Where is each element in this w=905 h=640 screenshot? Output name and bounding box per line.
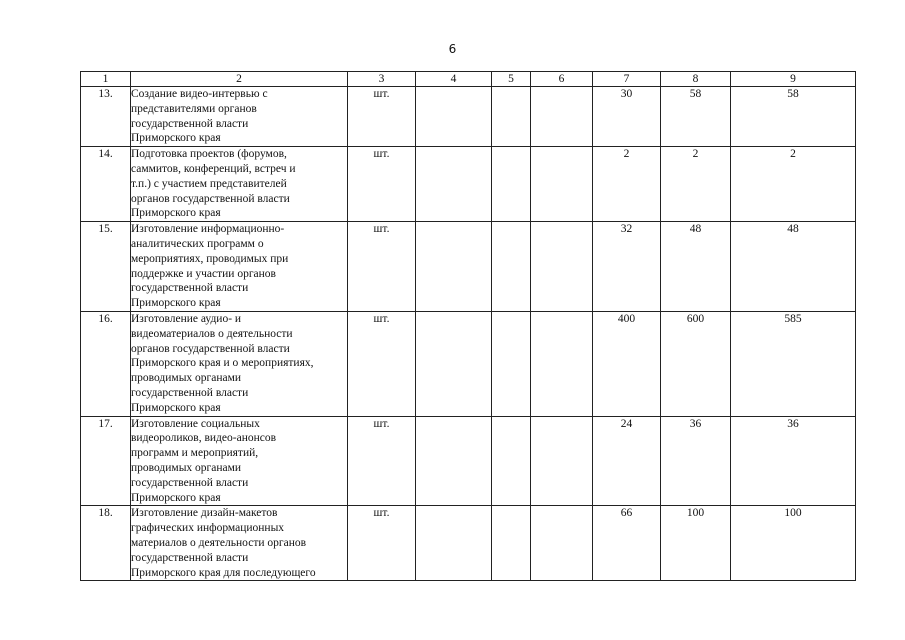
header-cell-1: 1 bbox=[81, 72, 131, 87]
row-col8: 48 bbox=[661, 222, 731, 312]
row-col5 bbox=[492, 506, 531, 581]
row-col6 bbox=[531, 311, 593, 416]
header-cell-8: 8 bbox=[661, 72, 731, 87]
row-col7: 2 bbox=[593, 147, 661, 222]
row-description: Подготовка проектов (форумов, саммитов, конференций, встреч и т.п.) с участием представителей органов государственной власти Приморского края bbox=[131, 147, 348, 222]
row-unit: шт. bbox=[348, 147, 416, 222]
table-row bbox=[81, 416, 856, 506]
table-header-row bbox=[81, 72, 856, 87]
row-unit: шт. bbox=[348, 311, 416, 416]
row-col9: 36 bbox=[731, 416, 856, 506]
table-row bbox=[81, 222, 856, 312]
row-description: Изготовление социальных видеороликов, видео-анонсов программ и мероприятий, проводимых органами государственной власти Приморского края bbox=[131, 416, 348, 506]
row-col5 bbox=[492, 222, 531, 312]
row-col5 bbox=[492, 416, 531, 506]
row-col9: 585 bbox=[731, 311, 856, 416]
row-number: 17. bbox=[81, 416, 131, 506]
row-col6 bbox=[531, 506, 593, 581]
row-col4 bbox=[416, 416, 492, 506]
row-col6 bbox=[531, 87, 593, 147]
row-col8: 2 bbox=[661, 147, 731, 222]
row-col8: 36 bbox=[661, 416, 731, 506]
row-col5 bbox=[492, 311, 531, 416]
row-description: Изготовление информационно- аналитических программ о мероприятиях, проводимых при поддержке и участии органов государственной власти Приморского края bbox=[131, 222, 348, 312]
header-cell-6: 6 bbox=[531, 72, 593, 87]
row-col8: 600 bbox=[661, 311, 731, 416]
row-col4 bbox=[416, 147, 492, 222]
row-number: 16. bbox=[81, 311, 131, 416]
header-cell-2: 2 bbox=[131, 72, 348, 87]
row-col4 bbox=[416, 311, 492, 416]
row-col5 bbox=[492, 147, 531, 222]
row-col4 bbox=[416, 222, 492, 312]
header-cell-5: 5 bbox=[492, 72, 531, 87]
table-row bbox=[81, 87, 856, 147]
row-col9: 48 bbox=[731, 222, 856, 312]
row-col9: 2 bbox=[731, 147, 856, 222]
row-col7: 24 bbox=[593, 416, 661, 506]
row-col4 bbox=[416, 87, 492, 147]
row-col9: 100 bbox=[731, 506, 856, 581]
row-col7: 30 bbox=[593, 87, 661, 147]
row-description: Создание видео-интервью с представителями органов государственной власти Приморского края bbox=[131, 87, 348, 147]
row-description: Изготовление дизайн-макетов графических информационных материалов о деятельности органов государственной власти Приморского края для последующего bbox=[131, 506, 348, 581]
row-col9: 58 bbox=[731, 87, 856, 147]
header-cell-4: 4 bbox=[416, 72, 492, 87]
table-row bbox=[81, 311, 856, 416]
row-col6 bbox=[531, 416, 593, 506]
header-cell-9: 9 bbox=[731, 72, 856, 87]
row-col6 bbox=[531, 147, 593, 222]
row-col7: 400 bbox=[593, 311, 661, 416]
row-unit: шт. bbox=[348, 506, 416, 581]
row-number: 14. bbox=[81, 147, 131, 222]
row-description: Изготовление аудио- и видеоматериалов о деятельности органов государственной власти Приморского края и о мероприятиях, проводимых органами государственной власти Приморского края bbox=[131, 311, 348, 416]
row-col8: 58 bbox=[661, 87, 731, 147]
table-row bbox=[81, 506, 856, 581]
header-cell-7: 7 bbox=[593, 72, 661, 87]
row-number: 15. bbox=[81, 222, 131, 312]
row-col7: 32 bbox=[593, 222, 661, 312]
row-number: 18. bbox=[81, 506, 131, 581]
row-col7: 66 bbox=[593, 506, 661, 581]
table-row bbox=[81, 147, 856, 222]
row-number: 13. bbox=[81, 87, 131, 147]
header-cell-3: 3 bbox=[348, 72, 416, 87]
row-col8: 100 bbox=[661, 506, 731, 581]
row-unit: шт. bbox=[348, 416, 416, 506]
row-col4 bbox=[416, 506, 492, 581]
page-number: 6 bbox=[448, 42, 457, 56]
row-col6 bbox=[531, 222, 593, 312]
row-unit: шт. bbox=[348, 87, 416, 147]
data-table bbox=[80, 71, 856, 581]
row-col5 bbox=[492, 87, 531, 147]
row-unit: шт. bbox=[348, 222, 416, 312]
